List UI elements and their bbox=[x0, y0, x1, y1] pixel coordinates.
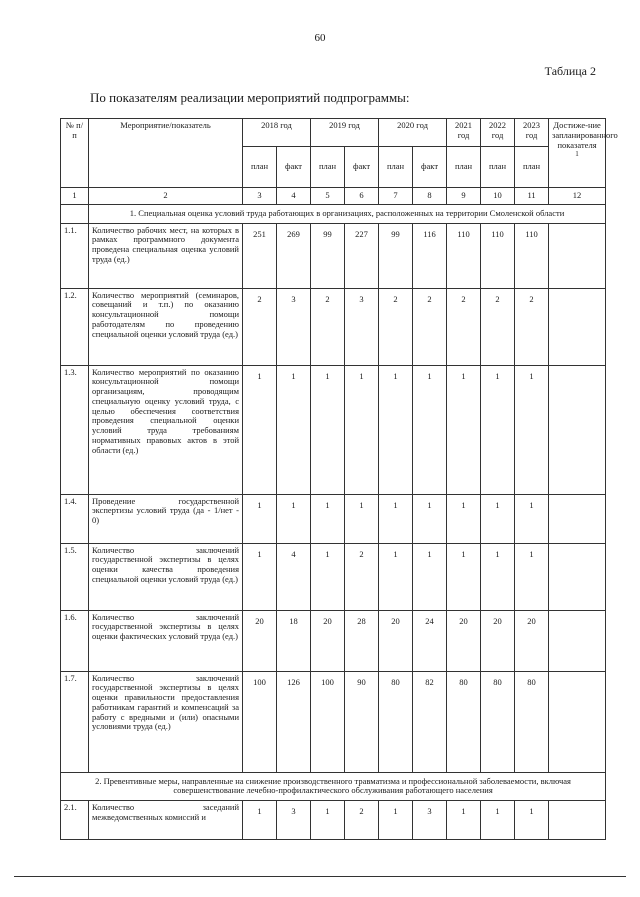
value-cell: 4 bbox=[277, 543, 311, 610]
header-2022: 2022 год bbox=[481, 119, 515, 147]
value-cell: 1 bbox=[243, 365, 277, 494]
table-label: Таблица 2 bbox=[544, 64, 596, 78]
header-2023: 2023 год bbox=[515, 119, 549, 147]
value-cell: 1 bbox=[413, 543, 447, 610]
section-1-title: 1. Специальная оценка условий труда работающих в организациях, расположенных на территории Смоленской области bbox=[89, 204, 606, 223]
achievement-cell bbox=[549, 288, 606, 365]
value-cell: 1 bbox=[413, 494, 447, 543]
value-cell: 1 bbox=[311, 801, 345, 840]
value-cell: 82 bbox=[413, 671, 447, 772]
indicator-text: Количество рабочих мест, на которых в рамках программного документа проведена специальная оценка условий труда (ед.) bbox=[89, 223, 243, 288]
value-cell: 251 bbox=[243, 223, 277, 288]
value-cell: 20 bbox=[481, 610, 515, 671]
value-cell: 1 bbox=[311, 365, 345, 494]
row-number: 1.3. bbox=[61, 365, 89, 494]
value-cell: 1 bbox=[515, 494, 549, 543]
column-number: 1 bbox=[61, 188, 89, 205]
value-cell: 2 bbox=[243, 288, 277, 365]
value-cell: 1 bbox=[243, 543, 277, 610]
value-cell: 18 bbox=[277, 610, 311, 671]
indicator-text: Количество заключений государственной экспертизы в целях оценки правильности предоставления работникам гарантий и компенсаций за работу с вредными и (или) опасными условиями труда (ед.) bbox=[89, 671, 243, 772]
value-cell: 80 bbox=[379, 671, 413, 772]
header-achievement-label: Достиже-ние запланированного показателя bbox=[552, 120, 618, 150]
value-cell: 2 bbox=[447, 288, 481, 365]
value-cell: 1 bbox=[481, 365, 515, 494]
value-cell: 1 bbox=[515, 543, 549, 610]
value-cell: 1 bbox=[345, 494, 379, 543]
indicator-text: Количество мероприятий по оказанию консультационной помощи организациям, проводящим специальную оценку условий труда, с целью обеспечения соответствия проведения специальной оценки условий труда требованиям нормативных правовых актов в этой области (ед.) bbox=[89, 365, 243, 494]
header-achievement-note: 1 bbox=[575, 150, 579, 159]
section-2-row bbox=[61, 772, 606, 801]
column-number: 2 bbox=[89, 188, 243, 205]
section-blank bbox=[61, 204, 89, 223]
indicator-text: Количество заключений государственной экспертизы в целях оценки качества проведения специальной оценки условий труда (ед.) bbox=[89, 543, 243, 610]
value-cell: 1 bbox=[447, 365, 481, 494]
value-cell: 80 bbox=[447, 671, 481, 772]
value-cell: 80 bbox=[481, 671, 515, 772]
footer-rule bbox=[14, 876, 626, 877]
page-number: 60 bbox=[314, 32, 326, 44]
value-cell: 1 bbox=[447, 543, 481, 610]
indicators-table bbox=[60, 118, 618, 840]
indicator-row bbox=[61, 610, 606, 671]
column-number: 4 bbox=[277, 188, 311, 205]
value-cell: 3 bbox=[277, 801, 311, 840]
value-cell: 24 bbox=[413, 610, 447, 671]
value-cell: 2 bbox=[311, 288, 345, 365]
row-number: 1.1. bbox=[61, 223, 89, 288]
value-cell: 2 bbox=[379, 288, 413, 365]
page-heading: По показателям реализации мероприятий подпрограммы: bbox=[90, 90, 410, 105]
achievement-cell bbox=[549, 801, 606, 840]
value-cell: 1 bbox=[379, 494, 413, 543]
indicator-row bbox=[61, 801, 606, 840]
section-2-title: 2. Превентивные меры, направленные на снижение производственного травматизма и профессиональной заболеваемости, включая совершенствование лечебно-профилактического обслуживания работающего населения bbox=[61, 772, 606, 801]
column-number: 7 bbox=[379, 188, 413, 205]
row-number: 1.5. bbox=[61, 543, 89, 610]
achievement-cell bbox=[549, 365, 606, 494]
indicator-row bbox=[61, 494, 606, 543]
value-cell: 1 bbox=[311, 494, 345, 543]
column-number: 12 bbox=[549, 188, 606, 205]
header-plan: план bbox=[447, 147, 481, 188]
value-cell: 269 bbox=[277, 223, 311, 288]
header-row-top bbox=[61, 119, 606, 147]
row-number: 1.6. bbox=[61, 610, 89, 671]
indicator-text: Количество заседаний межведомственных комиссий и bbox=[89, 801, 243, 840]
indicator-text: Количество заключений государственной экспертизы в целях оценки фактических условий труда (ед.) bbox=[89, 610, 243, 671]
row-number: 2.1. bbox=[61, 801, 89, 840]
value-cell: 126 bbox=[277, 671, 311, 772]
value-cell: 1 bbox=[277, 494, 311, 543]
header-2020: 2020 год bbox=[379, 119, 447, 147]
indicator-row bbox=[61, 223, 606, 288]
header-event: Мероприятие/показатель bbox=[89, 119, 243, 188]
value-cell: 100 bbox=[243, 671, 277, 772]
header-plan: план bbox=[311, 147, 345, 188]
value-cell: 1 bbox=[243, 801, 277, 840]
value-cell: 20 bbox=[311, 610, 345, 671]
row-number: 1.4. bbox=[61, 494, 89, 543]
value-cell: 1 bbox=[379, 365, 413, 494]
value-cell: 20 bbox=[515, 610, 549, 671]
achievement-cell bbox=[549, 223, 606, 288]
column-number: 3 bbox=[243, 188, 277, 205]
value-cell: 1 bbox=[311, 543, 345, 610]
value-cell: 99 bbox=[379, 223, 413, 288]
value-cell: 3 bbox=[277, 288, 311, 365]
value-cell: 20 bbox=[379, 610, 413, 671]
value-cell: 2 bbox=[345, 801, 379, 840]
value-cell: 1 bbox=[243, 494, 277, 543]
value-cell: 1 bbox=[345, 365, 379, 494]
header-plan: план bbox=[379, 147, 413, 188]
achievement-cell bbox=[549, 671, 606, 772]
indicator-text: Количество мероприятий (семинаров, совещаний и т.п.) по оказанию консультационной помощи работодателям по проведению специальной оценки условий труда (ед.) bbox=[89, 288, 243, 365]
value-cell: 1 bbox=[277, 365, 311, 494]
value-cell: 99 bbox=[311, 223, 345, 288]
value-cell: 80 bbox=[515, 671, 549, 772]
indicator-text: Проведение государственной экспертизы условий труда (да - 1/нет - 0) bbox=[89, 494, 243, 543]
row-number: 1.7. bbox=[61, 671, 89, 772]
header-plan: план bbox=[481, 147, 515, 188]
column-number: 10 bbox=[481, 188, 515, 205]
value-cell: 110 bbox=[481, 223, 515, 288]
achievement-cell bbox=[549, 610, 606, 671]
achievement-cell bbox=[549, 494, 606, 543]
value-cell: 2 bbox=[345, 543, 379, 610]
value-cell: 2 bbox=[481, 288, 515, 365]
header-fact: факт bbox=[277, 147, 311, 188]
indicator-row bbox=[61, 543, 606, 610]
value-cell: 1 bbox=[515, 801, 549, 840]
value-cell: 227 bbox=[345, 223, 379, 288]
column-number: 11 bbox=[515, 188, 549, 205]
value-cell: 3 bbox=[413, 801, 447, 840]
header-num: № п/п bbox=[61, 119, 89, 188]
header-2019: 2019 год bbox=[311, 119, 379, 147]
indicators-table-wrap bbox=[60, 118, 618, 840]
achievement-cell bbox=[549, 543, 606, 610]
header-plan: план bbox=[243, 147, 277, 188]
value-cell: 116 bbox=[413, 223, 447, 288]
value-cell: 100 bbox=[311, 671, 345, 772]
indicator-row bbox=[61, 288, 606, 365]
column-number: 8 bbox=[413, 188, 447, 205]
header-2018: 2018 год bbox=[243, 119, 311, 147]
header-fact: факт bbox=[345, 147, 379, 188]
value-cell: 2 bbox=[515, 288, 549, 365]
value-cell: 1 bbox=[379, 543, 413, 610]
value-cell: 110 bbox=[447, 223, 481, 288]
value-cell: 1 bbox=[515, 365, 549, 494]
value-cell: 110 bbox=[515, 223, 549, 288]
value-cell: 1 bbox=[481, 801, 515, 840]
value-cell: 1 bbox=[379, 801, 413, 840]
value-cell: 1 bbox=[447, 494, 481, 543]
value-cell: 3 bbox=[345, 288, 379, 365]
header-2021: 2021 год bbox=[447, 119, 481, 147]
section-1-row bbox=[61, 204, 606, 223]
value-cell: 20 bbox=[447, 610, 481, 671]
value-cell: 28 bbox=[345, 610, 379, 671]
column-number: 9 bbox=[447, 188, 481, 205]
value-cell: 1 bbox=[481, 543, 515, 610]
value-cell: 2 bbox=[413, 288, 447, 365]
column-numbers-row bbox=[61, 188, 606, 205]
header-fact: факт bbox=[413, 147, 447, 188]
value-cell: 20 bbox=[243, 610, 277, 671]
value-cell: 1 bbox=[413, 365, 447, 494]
value-cell: 1 bbox=[447, 801, 481, 840]
column-number: 6 bbox=[345, 188, 379, 205]
row-number: 1.2. bbox=[61, 288, 89, 365]
indicator-row bbox=[61, 365, 606, 494]
value-cell: 1 bbox=[481, 494, 515, 543]
indicator-row bbox=[61, 671, 606, 772]
column-number: 5 bbox=[311, 188, 345, 205]
header-plan: план bbox=[515, 147, 549, 188]
header-achievement bbox=[549, 119, 618, 188]
value-cell: 90 bbox=[345, 671, 379, 772]
